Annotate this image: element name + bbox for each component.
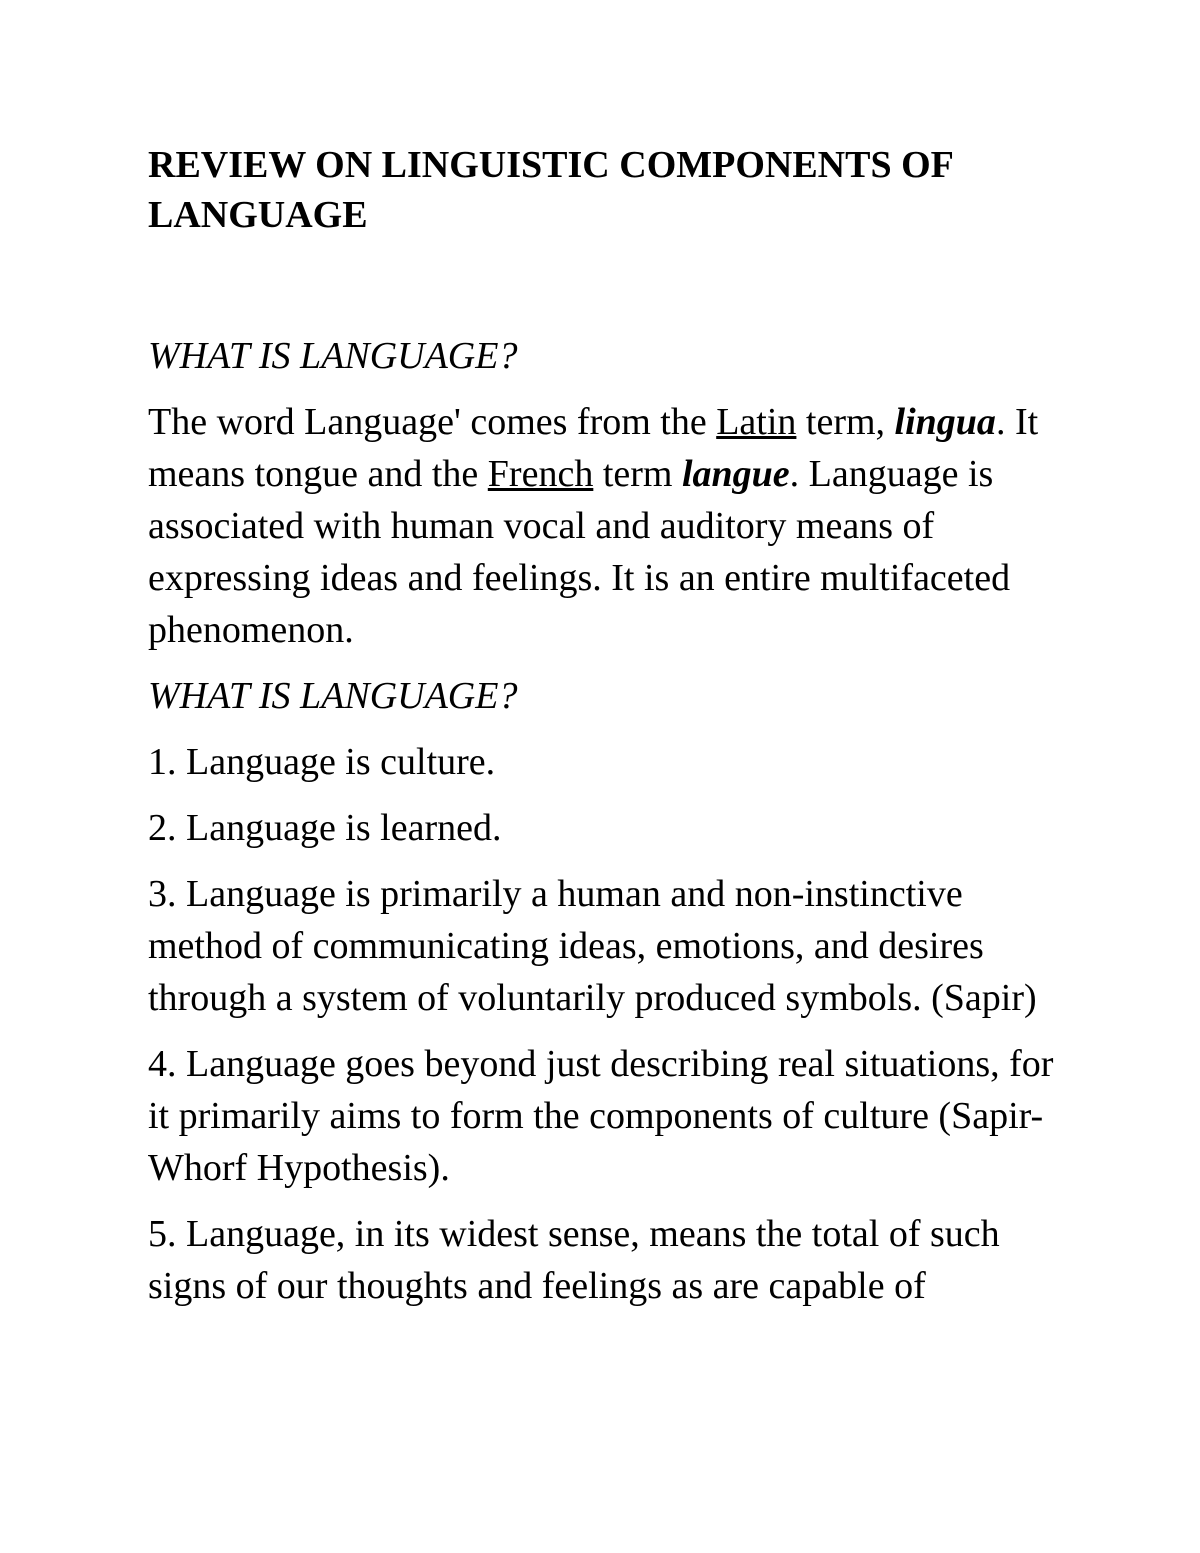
list-item: 5. Language, in its widest sense, means the total of such signs of our thoughts and feelings as are capable of	[148, 1213, 1000, 1307]
list-item: 2. Language is learned.	[148, 807, 502, 849]
intro-text: . Language is associated with human vocal and auditory means of expressing ideas and feelings. It is an entire multifaceted phenomenon.	[148, 453, 1011, 651]
lingua-term: lingua	[894, 401, 996, 443]
list-item: 3. Language is primarily a human and non-instinctive method of communicating ideas, emotions, and desires through a system of voluntarily produced symbols. (Sapir)	[148, 873, 1037, 1019]
intro-text: . It means tongue and the	[148, 401, 1039, 495]
intro-text: term	[593, 453, 682, 495]
intro-paragraph	[148, 396, 1058, 656]
section-heading-what-is-language: WHAT IS LANGUAGE?	[148, 335, 518, 377]
section-heading-what-is-language-2: WHAT IS LANGUAGE?	[148, 675, 518, 717]
list-item: 1. Language is culture.	[148, 741, 496, 783]
document-title: REVIEW ON LINGUISTIC COMPONENTS OF LANGUAGE	[148, 144, 953, 236]
french-term: French	[487, 453, 594, 495]
langue-term: langue	[681, 453, 790, 495]
document-body	[148, 140, 1058, 1312]
intro-text: The word Language' comes from the	[148, 401, 717, 443]
intro-text: term,	[796, 401, 895, 443]
list-item: 4. Language goes beyond just describing real situations, for it primarily aims to form the components of culture (Sapir-Whorf Hypothesis).	[148, 1043, 1054, 1189]
latin-term: Latin	[716, 401, 797, 443]
